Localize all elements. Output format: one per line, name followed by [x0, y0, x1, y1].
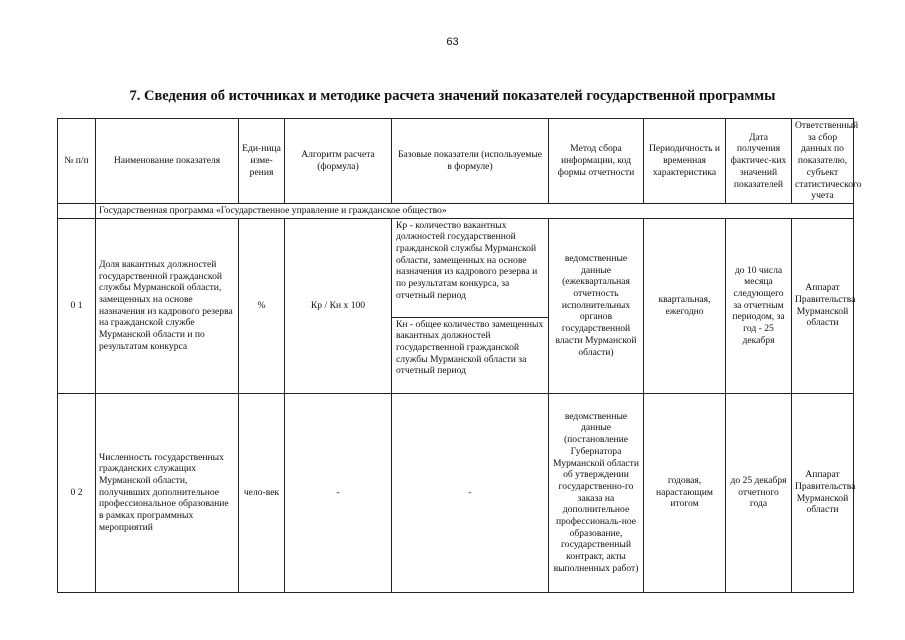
- row-algorithm: -: [285, 393, 392, 592]
- table-header-row: [58, 119, 854, 204]
- base-indicator-kn: Кн - общее количество замещенных вакантных должностей государственной гражданской службы Мурманской области за отчетный период: [396, 318, 544, 377]
- header-date: Дата получения фактичес-ких значений показателей: [726, 119, 792, 204]
- row-responsible: Аппарат Правительства Мурманской области: [792, 393, 854, 592]
- header-base: Базовые показатели (используемые в формуле): [392, 119, 549, 204]
- row-num: 0 2: [58, 393, 96, 592]
- indicators-table: [57, 118, 862, 593]
- header-method: Метод сбора информации, код формы отчетности: [549, 119, 644, 204]
- base-indicator-kr: Кр - количество вакантных должностей государственной гражданской службы Мурманской области, замещенных на основе назначения из кадрового резерва и по результатам конкурса, за отчетный период: [392, 219, 548, 318]
- program-row: [58, 203, 854, 218]
- row-period: годовая, нарастающим итогом: [644, 393, 726, 592]
- row-indicator-name: Доля вакантных должностей государственной гражданской службы Мурманской области, замещенных на основе назначения из кадрового резерва на гражданской службе Мурманской области и по результатам конкурса: [96, 218, 239, 393]
- header-unit: Еди-ница изме-рения: [239, 119, 285, 204]
- row-period: квартальная, ежегодно: [644, 218, 726, 393]
- row-date: до 25 декабря отчетного года: [726, 393, 792, 592]
- header-name: Наименование показателя: [96, 119, 239, 204]
- section-title: 7. Сведения об источниках и методике расчета значений показателей государственной программы: [129, 88, 776, 104]
- page-number: 63: [446, 36, 459, 48]
- header-responsible: Ответственный за сбор данных по показателю, субъект статистического учета: [792, 119, 854, 204]
- row-algorithm: Кр / Кн х 100: [285, 218, 392, 393]
- row-unit: %: [239, 218, 285, 393]
- program-row-spacer: [58, 203, 96, 218]
- row-indicator-name: Численность государственных гражданских служащих Мурманской области, получивших дополнительное профессиональное образование в рамках программных мероприятий: [96, 393, 239, 592]
- row-unit: чело-век: [239, 393, 285, 592]
- row-responsible: Аппарат Правительства Мурманской области: [792, 218, 854, 393]
- row-method: ведомственные данные (постановление Губернатора Мурманской области об утверждении государственно-го заказа на дополнительное профессиональ-ное образование, государственный контракт, акты выполненных работ): [549, 393, 644, 592]
- row-method: ведомственные данные (ежеквартальная отчетность исполнительных органов государственной власти Мурманской области): [549, 218, 644, 393]
- row-base-indicators: [392, 218, 549, 393]
- table-row: [58, 393, 854, 592]
- row-num: 0 1: [58, 218, 96, 393]
- header-algorithm: Алгоритм расчета (формула): [285, 119, 392, 204]
- row-base-indicators: -: [392, 393, 549, 592]
- program-name: Государственная программа «Государственное управление и гражданское общество»: [96, 203, 854, 218]
- header-num: № п/п: [58, 119, 96, 204]
- row-date: до 10 числа месяца следующего за отчетным периодом, за год - 25 декабря: [726, 218, 792, 393]
- table-row: [58, 218, 854, 393]
- header-period: Периодичность и временная характеристика: [644, 119, 726, 204]
